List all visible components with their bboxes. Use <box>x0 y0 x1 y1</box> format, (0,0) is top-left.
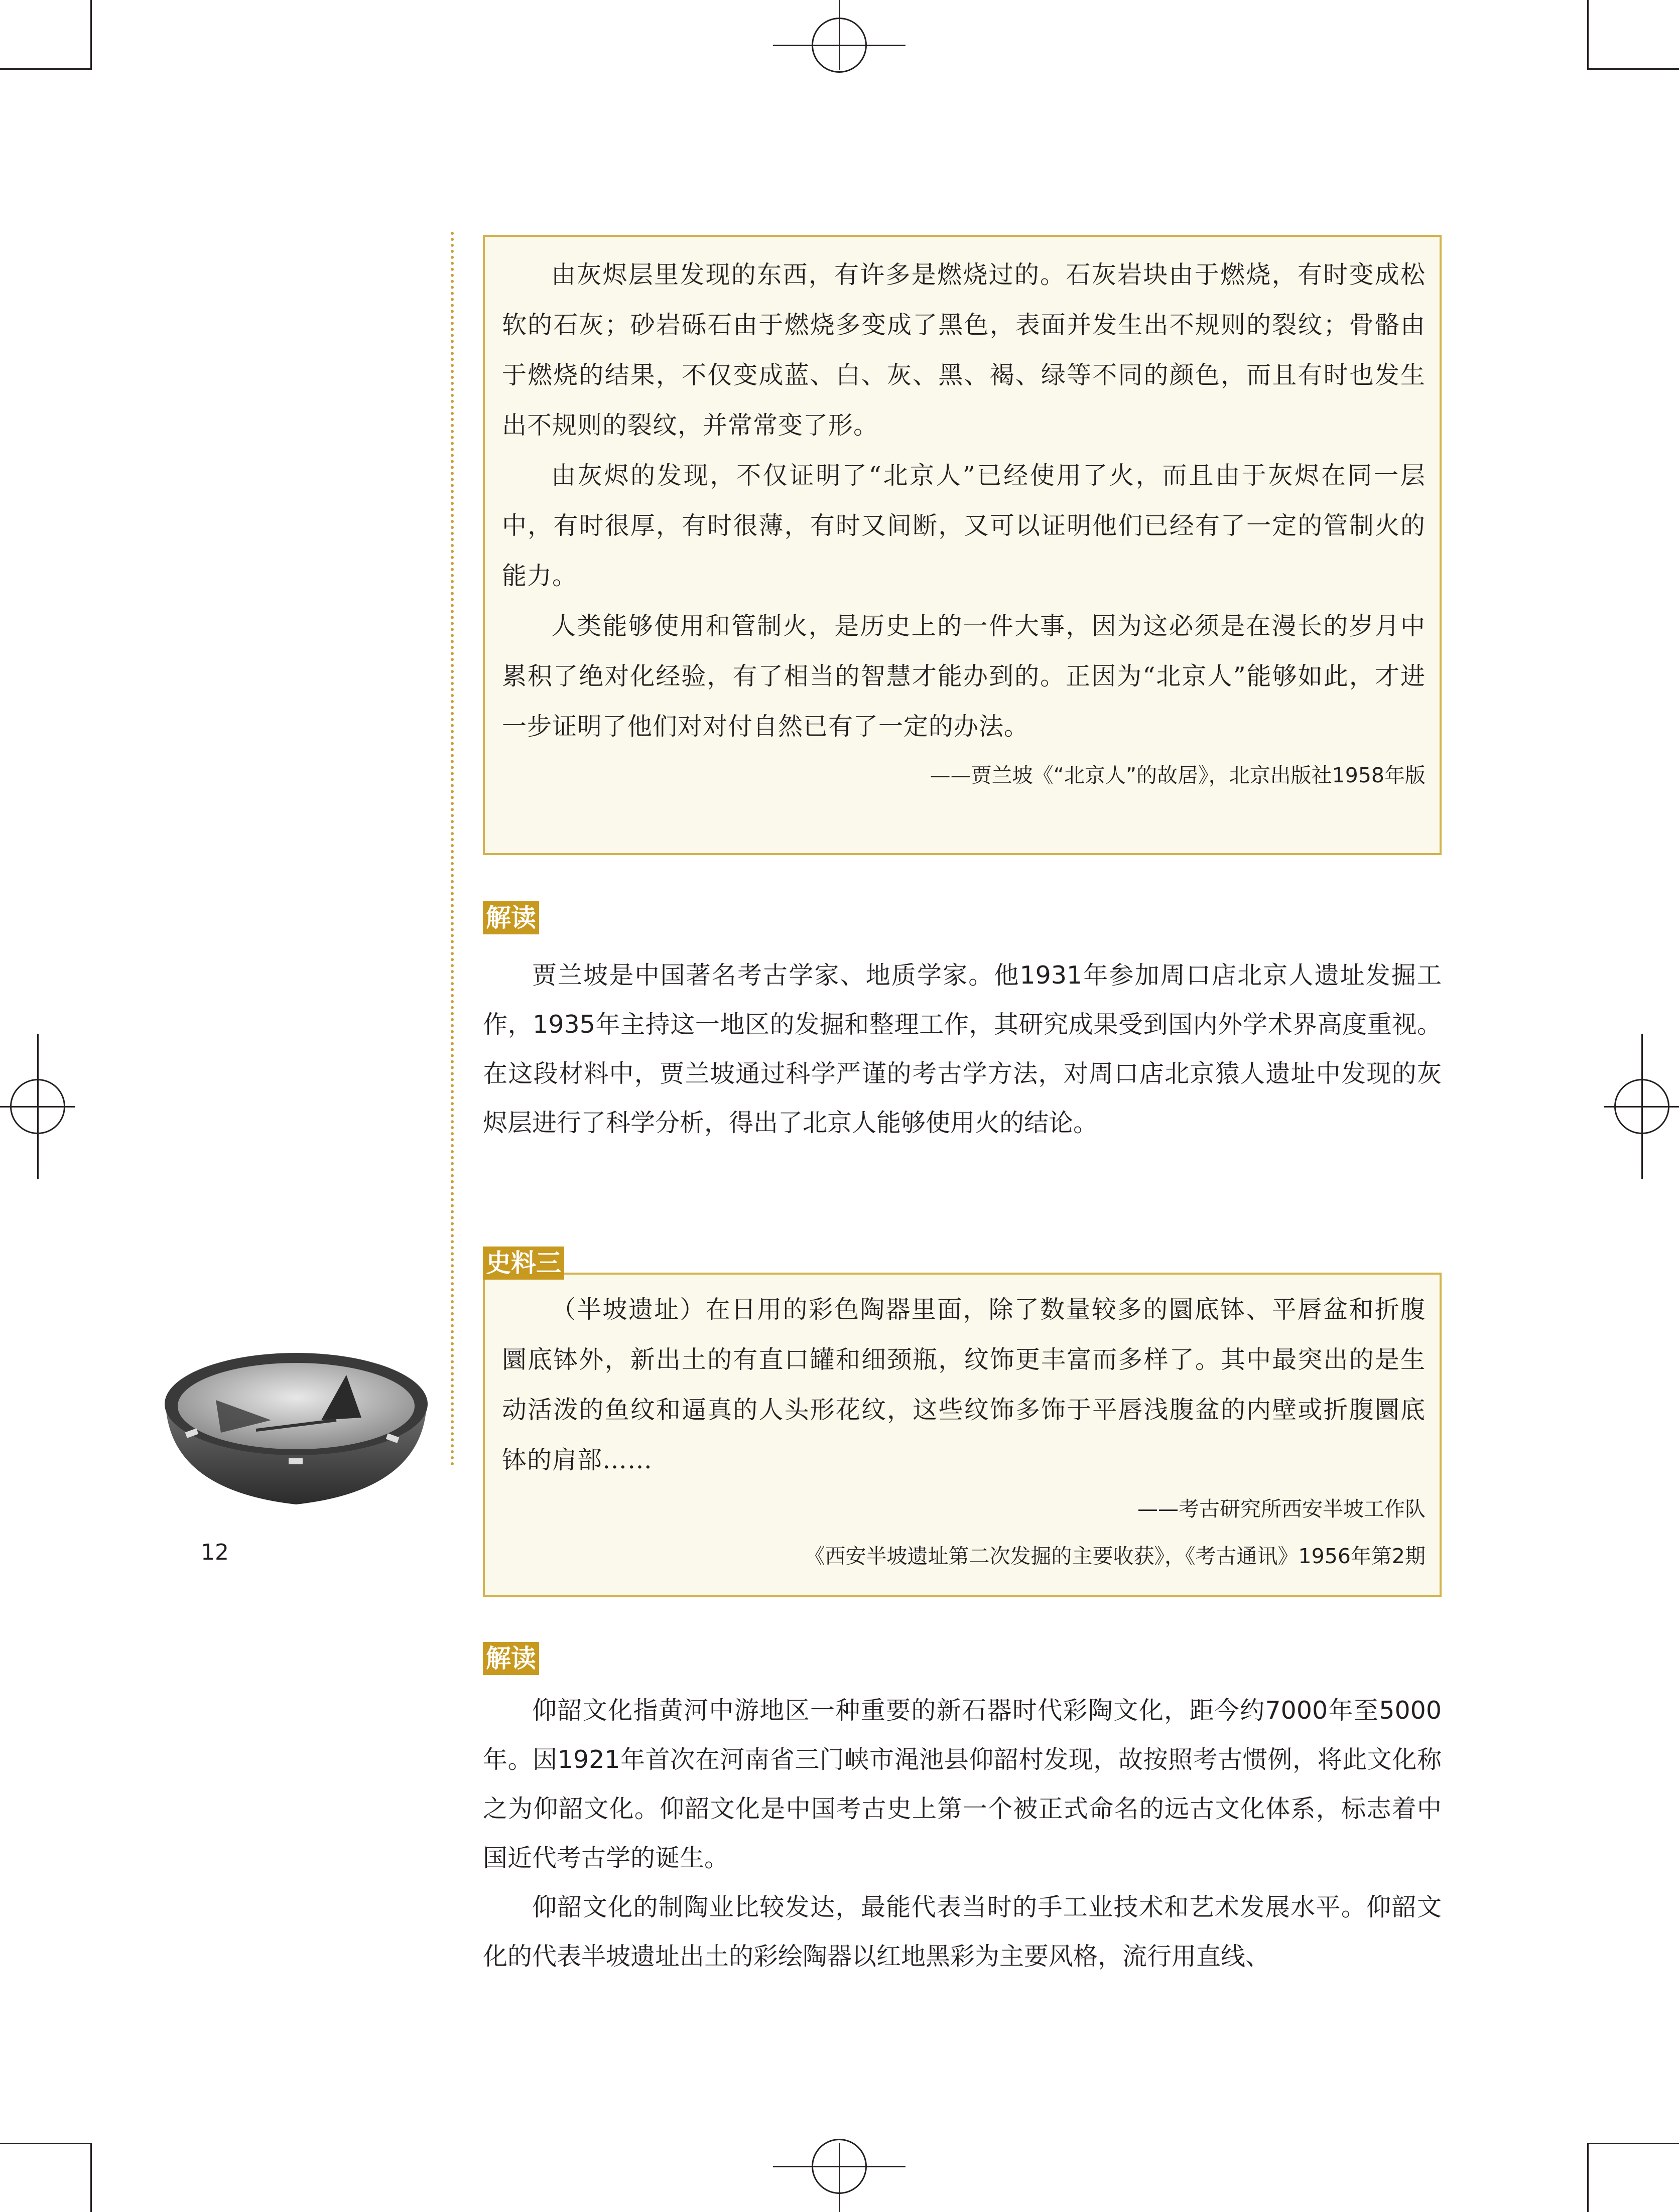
source-citation: 《西安半坡遗址第二次发掘的主要收获》，《考古通讯》1956年第2期 <box>804 1544 1426 1568</box>
crop-mark <box>0 68 91 70</box>
registration-mark-line <box>37 1034 39 1179</box>
section-label: 史料三 <box>483 1247 564 1280</box>
box-paragraph: 人类能够使用和管制火，是历史上的一件大事，因为这必须是在漫长的岁月中累积了绝对化经验，有了相当的智慧才能办到的。正因为“北京人”能够如此，才进一步证明了他们对对付自然已有了一定的办法。 <box>502 612 1426 741</box>
crop-mark <box>1588 68 1679 70</box>
crop-mark <box>0 2143 91 2144</box>
section-label: 解读 <box>483 901 539 934</box>
crop-mark <box>1587 0 1589 70</box>
box-paragraph: 由灰烬层里发现的东西，有许多是燃烧过的。石灰岩块由于燃烧，有时变成松软的石灰；砂岩砾石由于燃烧多变成了黑色，表面并发生出不规则的裂纹；骨骼由于燃烧的结果，不仅变成蓝、白、灰、黑、褐、绿等不同的颜色，而且有时也发生出不规则的裂纹，并常常变了形。 <box>502 260 1426 440</box>
source-citation: ——贾兰坡《“北京人”的故居》，北京出版社1958年版 <box>930 763 1426 787</box>
source-box-1 <box>483 235 1442 855</box>
page-number: 12 <box>201 1540 229 1565</box>
margin-dotted-rule <box>451 232 454 1466</box>
interpretation-text-1 <box>483 951 1442 1148</box>
interpretation-text-2 <box>483 1686 1442 1981</box>
body-paragraph: 贾兰坡是中国著名考古学家、地质学家。他1931年参加周口店北京人遗址发掘工作，1935年主持这一地区的发掘和整理工作，其研究成果受到国内外学术界高度重视。在这段材料中，贾兰坡通过科学严谨的考古学方法，对周口店北京猿人遗址中发现的灰烬层进行了科学分析，得出了北京人能够使用火的结论。 <box>483 961 1442 1137</box>
body-paragraph: 仰韶文化的制陶业比较发达，最能代表当时的手工业技术和艺术发展水平。仰韶文化的代表半坡遗址出土的彩绘陶器以红地黑彩为主要风格，流行用直线、 <box>483 1893 1442 1971</box>
crop-mark <box>1588 2143 1679 2144</box>
source-box-2 <box>483 1273 1442 1597</box>
registration-mark-line <box>839 0 840 70</box>
registration-mark-line <box>839 2143 840 2212</box>
body-paragraph: 仰韶文化指黄河中游地区一种重要的新石器时代彩陶文化，距今约7000年至5000年。因1921年首次在河南省三门峡市渑池县仰韶村发现，故按照考古惯例，将此文化称之为仰韶文化。仰韶文化是中国考古史上第一个被正式命名的远古文化体系，标志着中国近代考古学的诞生。 <box>483 1696 1442 1872</box>
box-paragraph: （半坡遗址）在日用的彩色陶器里面，除了数量较多的圜底钵、平唇盆和折腹圜底钵外，新出土的有直口罐和细颈瓶，纹饰更丰富而多样了。其中最突出的是生动活泼的鱼纹和逼真的人头形花纹，这些纹饰多饰于平唇浅腹盆的内壁或折腹圜底钵的肩部…… <box>502 1295 1426 1474</box>
crop-mark <box>1587 2143 1589 2212</box>
source-citation: ——考古研究所西安半坡工作队 <box>1137 1497 1426 1521</box>
box-paragraph: 由灰烬的发现，不仅证明了“北京人”已经使用了火，而且由于灰烬在同一层中，有时很厚，有时很薄，有时又间断，又可以证明他们已经有了一定的管制火的能力。 <box>502 461 1426 590</box>
registration-mark-line <box>1641 1034 1643 1179</box>
crop-mark <box>90 2143 92 2212</box>
section-label: 解读 <box>483 1642 539 1675</box>
crop-mark <box>90 0 92 70</box>
painted-pottery-bowl-image <box>156 1345 437 1510</box>
